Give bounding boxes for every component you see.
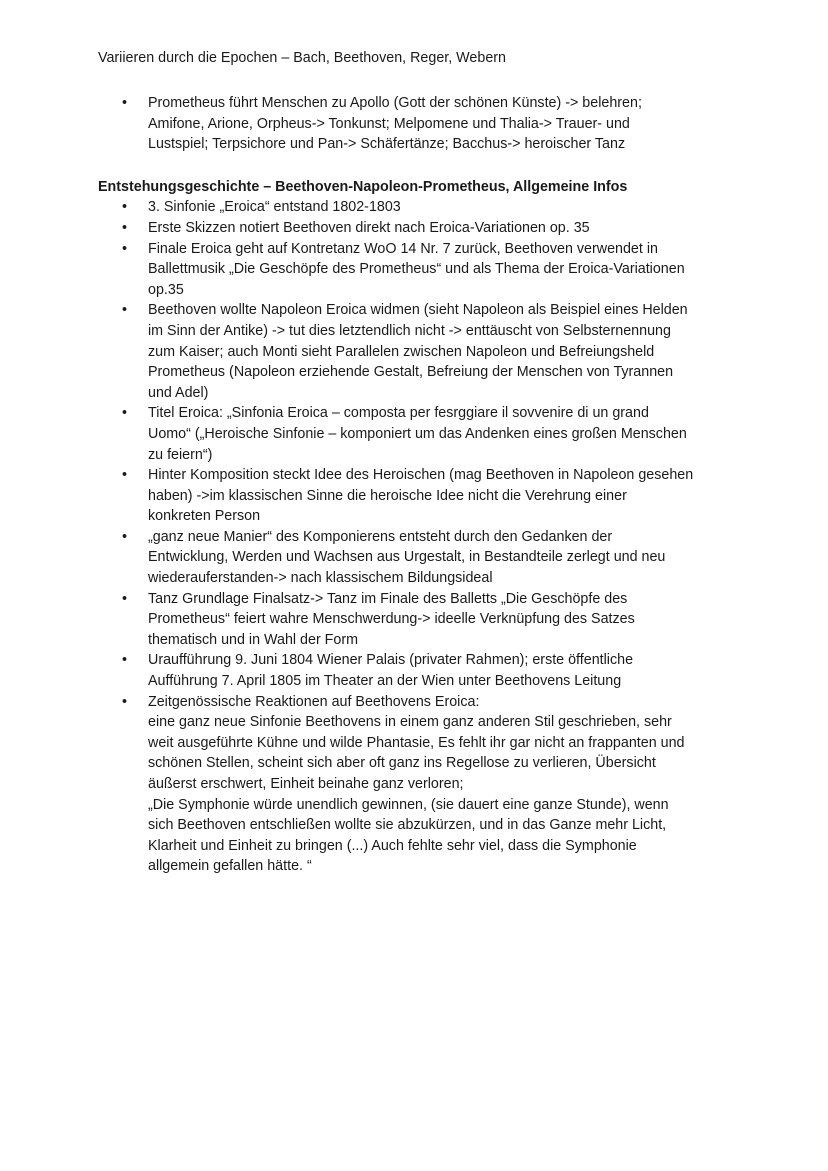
bullet-item [98, 692, 768, 877]
bullet-item [98, 465, 768, 527]
bullet-text-line: Uomo“ („Heroische Sinfonie – komponiert um das Andenken eines großen Menschen [148, 425, 687, 442]
bullet-text-line: Prometheus“ feiert wahre Menschwerdung-> ideelle Verknüpfung des Satzes [148, 611, 635, 628]
bullet-text-line: zu feiern“) [148, 446, 213, 463]
page-header: Variieren durch die Epochen – Bach, Beethoven, Reger, Webern [98, 50, 506, 66]
bullet-text-line: • Hinter Komposition steckt Idee des Heroischen (mag Beethoven in Napoleon gesehen [148, 467, 694, 484]
bullet-text-line: thematisch und in Wahl der Form [148, 631, 359, 648]
bullet-text-line: op.35 [148, 281, 184, 298]
bullet-text-line: haben) ->im klassischen Sinne die heroische Idee nicht die Verehrung einer [148, 487, 627, 504]
bullet-text-line: • Titel Eroica: „Sinfonia Eroica – composta per fesrggiare il sovvenire di un grand [148, 405, 649, 422]
bullet-text-line: im Sinn der Antike) -> tut dies letztendlich nicht -> enttäuscht von Selbsternennung [148, 322, 671, 339]
bullet-text-line: Prometheus (Napoleon erziehende Gestalt, Befreiung der Menschen von Tyrannen [148, 364, 674, 381]
bullet-text-line: • Uraufführung 9. Juni 1804 Wiener Palais (privater Rahmen); erste öffentliche [148, 652, 634, 669]
bullet-text-line: „Die Symphonie würde unendlich gewinnen, (sie dauert eine ganze Stunde), wenn [148, 796, 669, 813]
bullet-item [98, 300, 768, 403]
bullet-item [98, 218, 768, 239]
bullet-item [98, 197, 768, 218]
bullet-text-line: • Tanz Grundlage Finalsatz-> Tanz im Finale des Balletts „Die Geschöpfe des [148, 590, 628, 607]
bullet-text-line: zum Kaiser; auch Monti sieht Parallelen zwischen Napoleon und Befreiungsheld [148, 343, 655, 360]
intro-bullet-list [98, 93, 768, 155]
bullet-text-line: • „ganz neue Manier“ des Komponierens entsteht durch den Gedanken der [148, 528, 613, 545]
bullet-text-line: sich Beethoven entschließen wollte sie abzukürzen, und in das Ganze mehr Licht, [148, 817, 667, 834]
bullet-text-line: weit ausgeführte Kühne und wilde Phantasie, Es fehlt ihr gar nicht an frappanten und [148, 734, 685, 751]
bullet-text-line: • Beethoven wollte Napoleon Eroica widmen (sieht Napoleon als Beispiel eines Helden [148, 302, 688, 319]
bullet-item [98, 403, 768, 465]
bullet-item [98, 589, 768, 651]
bullet-text-line: • Erste Skizzen notiert Beethoven direkt nach Eroica-Variationen op. 35 [148, 219, 590, 236]
bullet-text-line: und Adel) [148, 384, 209, 401]
bullet-text-line: schönen Stellen, scheint sich aber oft ganz ins Regellose zu verlieren, Übersicht [148, 755, 656, 772]
bullet-text-line: äußerst erschwert, Einheit beinahe ganz verloren; [148, 776, 464, 792]
bullet-item [98, 527, 768, 589]
bullet-text-line: Amifone, Arione, Orpheus-> Tonkunst; Melpomene und Thalia-> Trauer- und [148, 115, 630, 132]
bullet-text-line: konkreten Person [148, 508, 261, 525]
bullet-text-line: • Prometheus führt Menschen zu Apollo (Gott der schönen Künste) -> belehren; [148, 95, 642, 111]
bullet-text-line: • Finale Eroica geht auf Kontretanz WoO 14 Nr. 7 zurück, Beethoven verwendet in [148, 240, 658, 257]
bullet-item [98, 650, 768, 691]
bullet-item [98, 93, 768, 155]
bullet-text-line: eine ganz neue Sinfonie Beethovens in einem ganz anderen Stil geschrieben, sehr [148, 714, 672, 731]
bullet-text-line: Lustspiel; Terpsichore und Pan-> Schäfertänze; Bacchus-> heroischer Tanz [148, 136, 626, 153]
bullet-text-line: wiederauferstanden-> nach klassischem Bildungsideal [148, 570, 493, 587]
bullet-text-line: Klarheit und Einheit zu bringen (...) Auch fehlte sehr viel, dass die Symphonie [148, 837, 637, 854]
section-heading: Entstehungsgeschichte – Beethoven-Napoleon-Prometheus, Allgemeine Infos [98, 178, 628, 195]
bullet-text-line: Ballettmusik „Die Geschöpfe des Prometheus“ und als Thema der Eroica-Variationen [148, 261, 685, 278]
bullet-text-line: • Zeitgenössische Reaktionen auf Beethovens Eroica: [148, 693, 480, 710]
bullet-item [98, 239, 768, 301]
bullet-text-line: • 3. Sinfonie „Eroica“ entstand 1802-1803 [148, 199, 401, 216]
bullet-text-line: Entwicklung, Werden und Wachsen aus Urgestalt, in Bestandteile zerlegt und neu [148, 549, 666, 566]
section-bullet-list [98, 197, 768, 877]
bullet-text-line: allgemein gefallen hätte. “ [148, 858, 312, 875]
bullet-text-line: Aufführung 7. April 1805 im Theater an der Wien unter Beethovens Leitung [148, 673, 622, 690]
